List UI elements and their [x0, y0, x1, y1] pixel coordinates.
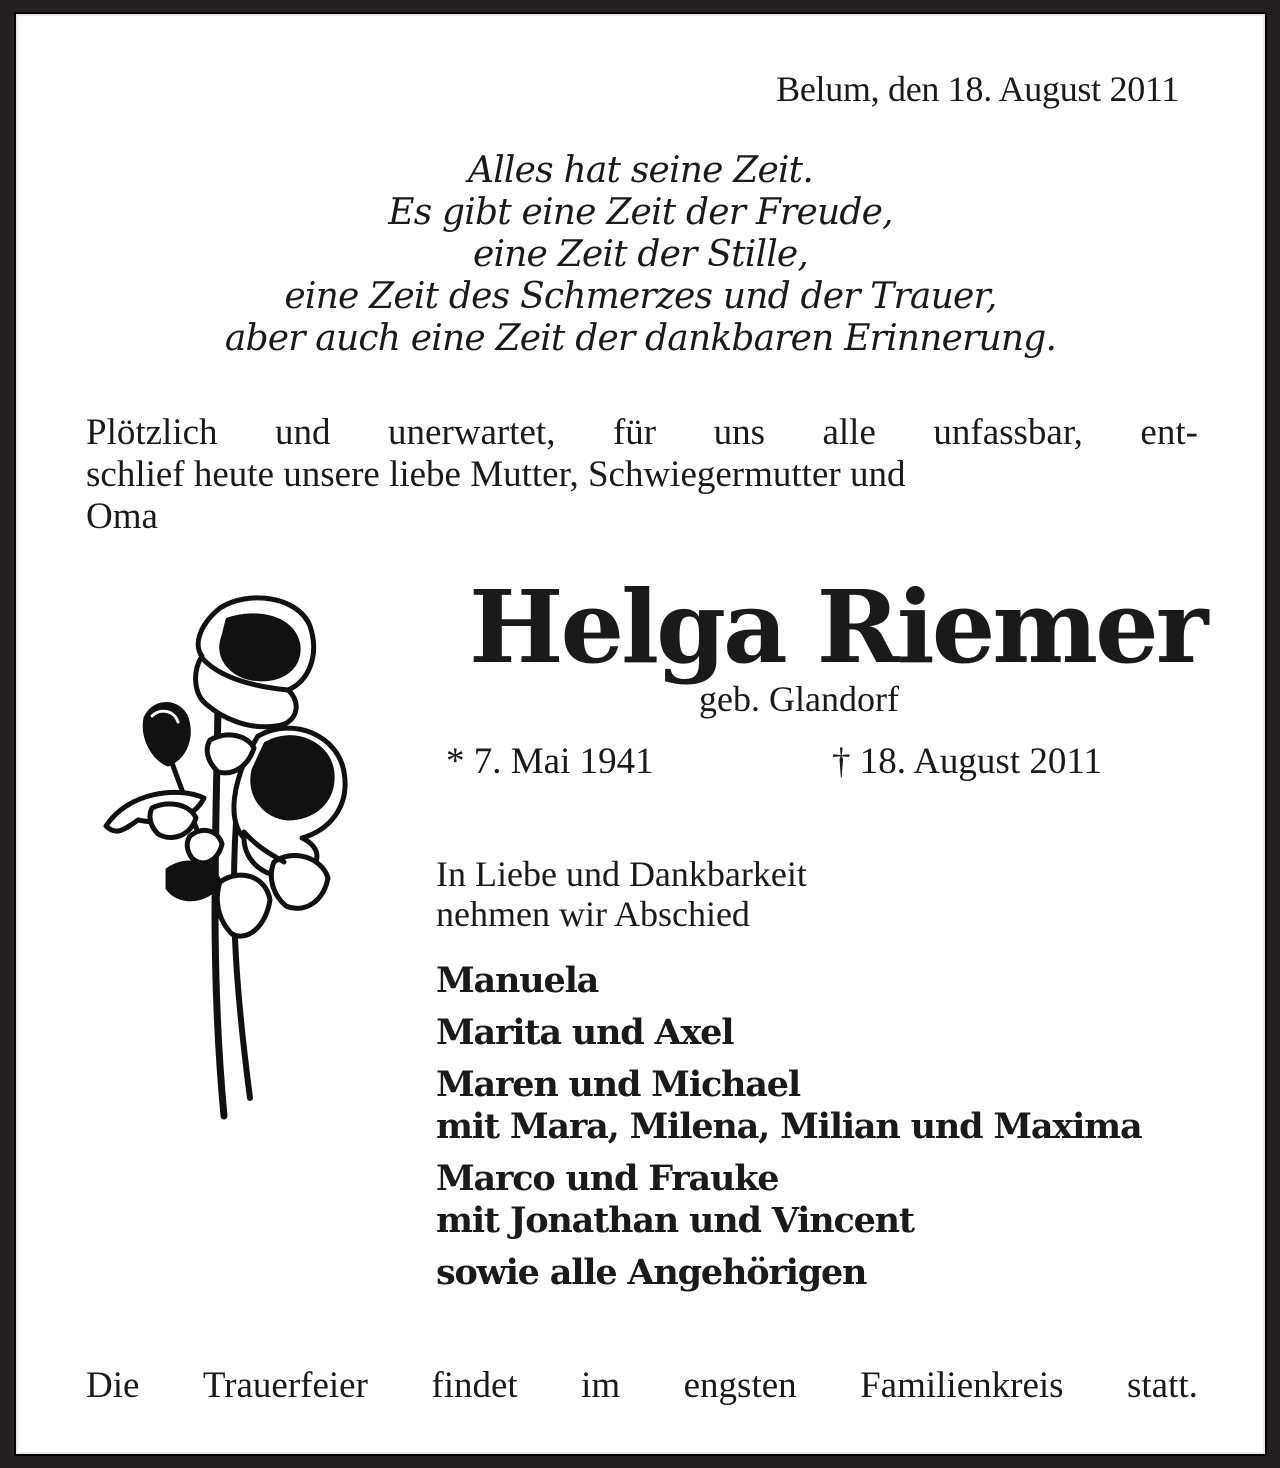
deceased-name: Helga Riemer	[469, 568, 1206, 686]
word: Trauerfeier	[202, 1365, 368, 1406]
death-date: † 18. August 2011	[832, 741, 1102, 782]
intro-line-2: schlief heute unsere liebe Mutter, Schwiegermutter und	[86, 454, 906, 495]
mourner-line: Maren und Michael	[436, 1064, 800, 1105]
rose-bouquet-icon	[98, 586, 358, 1126]
farewell-text	[436, 854, 807, 934]
poem-line: eine Zeit des Schmerzes und der Trauer,	[284, 276, 997, 317]
word: ent-	[1140, 412, 1198, 453]
mourner-line: sowie alle Angehörigen	[436, 1252, 867, 1293]
poem-line: eine Zeit der Stille,	[472, 234, 809, 275]
mourners-list	[436, 960, 1141, 1304]
word: engsten	[683, 1365, 797, 1406]
word: Familienkreis	[860, 1365, 1064, 1406]
mourner-line: Marco und Frauke	[436, 1158, 779, 1199]
poem-line: aber auch eine Zeit der dankbaren Erinnerung.	[224, 318, 1057, 359]
maiden-name: geb. Glandorf	[699, 679, 899, 719]
mourner-group	[436, 1252, 1141, 1294]
farewell-line: In Liebe und Dankbarkeit	[436, 854, 807, 894]
word: im	[581, 1365, 621, 1406]
word: Die	[86, 1365, 140, 1406]
obituary-notice	[14, 12, 1267, 1456]
word: findet	[431, 1365, 518, 1406]
mourner-group	[436, 960, 1141, 1002]
mourner-line: mit Mara, Milena, Milian und Maxima	[436, 1106, 1142, 1147]
mourner-group	[436, 1012, 1141, 1054]
mourner-group	[436, 1064, 1141, 1148]
mourner-line: mit Jonathan und Vincent	[436, 1200, 914, 1241]
birth-date: * 7. Mai 1941	[446, 741, 654, 782]
poem-line: Alles hat seine Zeit.	[468, 150, 813, 191]
intro-line-1	[86, 412, 1198, 454]
intro-paragraph	[86, 412, 1198, 538]
word: uns	[713, 412, 765, 453]
word: alle	[822, 412, 876, 453]
poem	[14, 150, 1267, 360]
word: unerwartet,	[388, 412, 556, 453]
farewell-line: nehmen wir Abschied	[436, 894, 750, 934]
ceremony-note	[86, 1364, 1198, 1407]
mourner-group	[436, 1158, 1141, 1242]
word: für	[612, 412, 657, 453]
poem-line: Es gibt eine Zeit der Freude,	[388, 192, 893, 233]
mourner-line: Marita und Axel	[436, 1012, 734, 1053]
place-date: Belum, den 18. August 2011	[776, 69, 1179, 109]
word: unfassbar,	[933, 412, 1083, 453]
word: und	[275, 412, 331, 453]
mourner-line: Manuela	[436, 960, 599, 1001]
word: Plötzlich	[86, 412, 218, 453]
word: statt.	[1127, 1365, 1198, 1406]
intro-line-3: Oma	[86, 496, 158, 537]
